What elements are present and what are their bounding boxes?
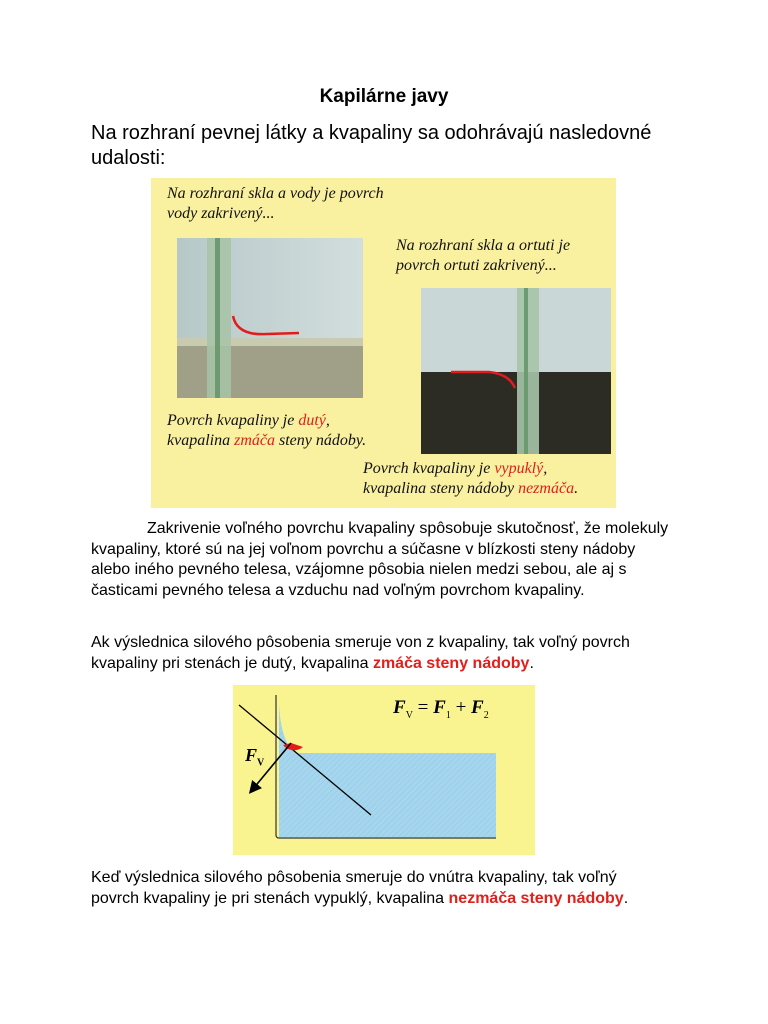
eq-lhs-sub: V <box>405 709 413 721</box>
paragraph-2-highlight: zmáča steny nádoby <box>372 654 530 672</box>
eq-f2-sub: 2 <box>483 709 489 721</box>
eq-f1: F <box>433 697 446 718</box>
water-bottom-caption <box>167 411 427 451</box>
fv-subscript: V <box>257 757 265 769</box>
force-diagram-svg <box>233 685 535 855</box>
capillary-photo-figure <box>151 178 616 508</box>
intro-text: Na rozhraní pevnej látky a kvapaliny sa odohrávajú nasledovné udalosti: <box>91 122 652 169</box>
water-top-caption: Na rozhraní skla a vody je povrch vody zakrivený... <box>167 185 384 222</box>
mercury-caption-comma: , <box>543 460 548 477</box>
mercury-bottom-caption <box>363 459 623 499</box>
convex-word: vypuklý <box>494 460 544 477</box>
mercury-caption-end: . <box>574 480 579 497</box>
paragraph-3-end: . <box>623 889 629 907</box>
water-caption-comma: , <box>325 412 330 429</box>
force-diagram <box>233 685 535 855</box>
page-title: Kapilárne javy <box>319 86 449 107</box>
water-caption-text-2: kvapalina <box>167 432 235 449</box>
fv-symbol: F <box>245 745 258 765</box>
paragraph-2-text: Ak výslednica silového pôsobenia smeruje von z kvapaliny, tak voľný povrch kvapaliny pri stenách je dutý, kvapalina <box>91 634 630 672</box>
paragraph-1: Zakrivenie voľného povrchu kvapaliny spôsobuje skutočnosť, že molekuly kvapaliny, ktoré sú na jej voľnom povrchu a súčasne v blízkosti steny nádoby alebo iného pevného telesa, vzájomne pôsobia nielen medzi sebou, ale aj s časticami pevného telesa a vzduchu nad voľným povrchom kvapaliny. <box>91 520 669 599</box>
liquid-region <box>279 703 496 837</box>
eq-f1-sub: 1 <box>445 709 451 721</box>
eq-plus: + <box>455 697 467 718</box>
not-wets-word: nezmáča <box>518 480 575 497</box>
fv-label <box>245 745 264 769</box>
water-glass-photo <box>177 238 363 398</box>
mercury-top-caption: Na rozhraní skla a ortuti je povrch ortuti zakrivený... <box>396 237 571 274</box>
eq-equals: = <box>417 697 429 718</box>
wets-word: zmáča <box>234 432 275 449</box>
paragraph-3-highlight: nezmáča steny nádoby <box>448 889 624 907</box>
paragraph-3-text: Keď výslednica silového pôsobenia smeruje do vnútra kvapaliny, tak voľný povrch kvapaliny je pri stenách vypuklý, kvapalina <box>91 869 617 907</box>
paragraph-3 <box>91 868 651 909</box>
mercury-caption-text-2: kvapalina steny nádoby <box>363 480 519 497</box>
force-equation <box>393 697 489 721</box>
mercury-glass-photo <box>421 288 611 454</box>
water-caption-end: steny nádoby. <box>274 432 367 449</box>
concave-word: dutý <box>298 412 326 429</box>
mercury-caption-text: Povrch kvapaliny je <box>363 460 495 477</box>
water-caption-text: Povrch kvapaliny je <box>167 412 299 429</box>
eq-lhs: F <box>393 697 406 718</box>
paragraph-2 <box>91 633 681 674</box>
eq-f2: F <box>471 697 484 718</box>
paragraph-2-end: . <box>529 654 534 672</box>
